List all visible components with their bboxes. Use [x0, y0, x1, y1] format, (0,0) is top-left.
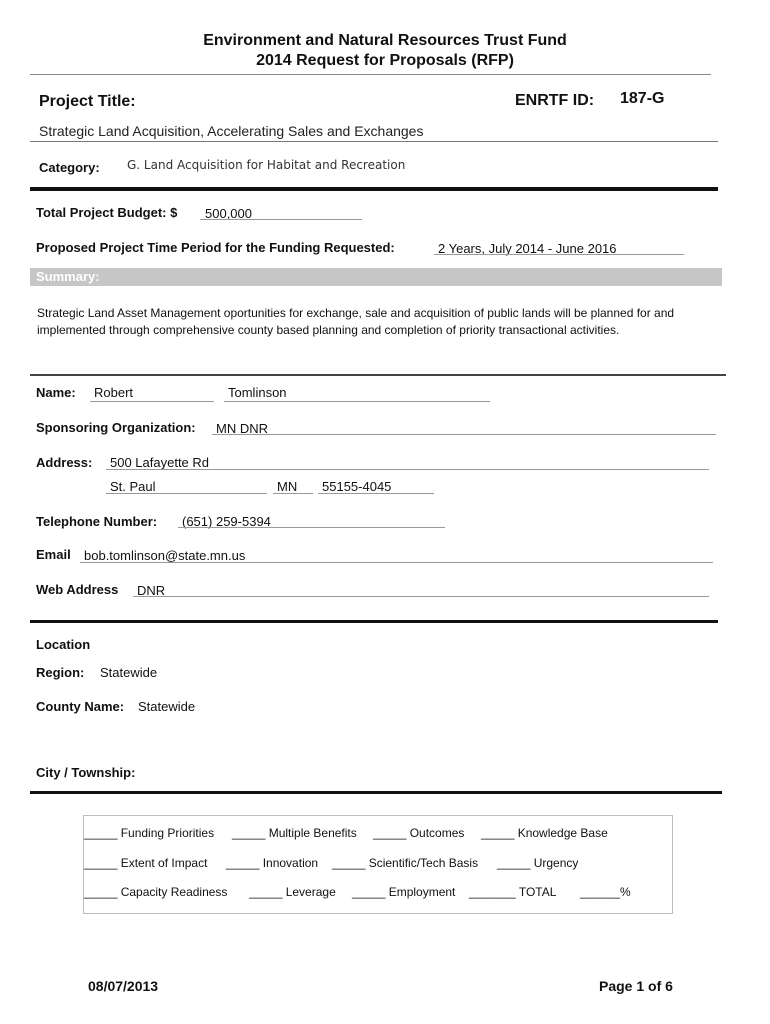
document-subtitle: 2014 Request for Proposals (RFP)	[256, 52, 514, 69]
time-period-label: Proposed Project Time Period for the Funding Requested:	[36, 240, 395, 255]
state-underline	[273, 493, 313, 494]
state-value: MN	[277, 479, 298, 494]
email-underline	[80, 562, 713, 563]
budget-label: Total Project Budget: $	[36, 205, 178, 220]
section-rule-4	[30, 791, 722, 794]
score-leverage: _____ Leverage	[249, 885, 336, 899]
city-underline	[106, 493, 267, 494]
score-capacity-readiness: _____ Capacity Readiness	[84, 885, 228, 899]
region-value: Statewide	[100, 665, 158, 680]
county-name-label: County Name:	[36, 699, 125, 714]
score-multiple-benefits: _____ Multiple Benefits	[232, 826, 357, 840]
section-rule-2	[30, 374, 726, 376]
county-name-value: Statewide	[138, 699, 196, 714]
sponsoring-org-underline	[212, 434, 716, 435]
last-name-value: Tomlinson	[228, 385, 287, 400]
section-rule-1	[30, 187, 718, 191]
score-urgency: _____ Urgency	[497, 856, 579, 870]
document-title: Environment and Natural Resources Trust Fund	[203, 32, 567, 49]
score-knowledge-base: _____ Knowledge Base	[481, 826, 608, 840]
street-underline	[106, 469, 709, 470]
score-employment: _____ Employment	[352, 885, 456, 899]
street-value: 500 Lafayette Rd	[110, 455, 210, 470]
web-address-label: Web Address	[36, 582, 119, 597]
score-scientific-tech-basis: _____ Scientific/Tech Basis	[332, 856, 479, 870]
budget-value: 500,000	[205, 206, 252, 221]
project-title-underline	[30, 141, 718, 142]
zip-value: 55155-4045	[322, 479, 392, 494]
web-address-underline	[133, 596, 709, 597]
sponsoring-org-label: Sponsoring Organization:	[36, 420, 196, 435]
score-extent-of-impact: _____ Extent of Impact	[84, 856, 208, 870]
score-innovation: _____ Innovation	[226, 856, 319, 870]
city-township-label: City / Township:	[36, 765, 136, 780]
first-name-underline	[90, 401, 214, 402]
header-divider	[30, 74, 711, 75]
summary-text: Strategic Land Asset Management oportunities for exchange, sale and acquisition of public lands will be planned for and implemented through comprehensive county based planning and completion of priority transactional activities.	[37, 306, 675, 337]
project-title-label: Project Title:	[39, 93, 136, 110]
telephone-value: (651) 259-5394	[182, 514, 271, 529]
budget-underline	[200, 219, 362, 220]
location-heading: Location	[36, 637, 91, 652]
time-period-value: 2 Years, July 2014 - June 2016	[438, 241, 617, 256]
category-label: Category:	[39, 160, 100, 175]
telephone-underline	[178, 527, 445, 528]
summary-label: Summary:	[36, 269, 100, 284]
section-rule-3	[30, 620, 718, 623]
time-period-underline	[434, 254, 684, 255]
score-funding-priorities: _____ Funding Priorities	[84, 826, 215, 840]
scoring-box	[83, 815, 673, 914]
email-label: Email	[36, 547, 71, 562]
score-outcomes: _____ Outcomes	[373, 826, 465, 840]
score-percent: ______%	[580, 885, 631, 899]
enrtf-id-value: 187-G	[620, 90, 665, 107]
footer-date: 08/07/2013	[88, 978, 159, 994]
email-value: bob.tomlinson@state.mn.us	[84, 548, 246, 563]
telephone-label: Telephone Number:	[36, 514, 158, 529]
first-name-value: Robert	[94, 385, 134, 400]
zip-underline	[318, 493, 434, 494]
enrtf-id-label: ENRTF ID:	[515, 92, 595, 109]
footer-page-number: Page 1 of 6	[599, 978, 673, 994]
category-value: G. Land Acquisition for Habitat and Recreation	[127, 158, 406, 172]
address-label: Address:	[36, 455, 93, 470]
region-label: Region:	[36, 665, 85, 680]
name-label: Name:	[36, 385, 76, 400]
web-address-value: DNR	[137, 583, 166, 598]
project-title-value: Strategic Land Acquisition, Accelerating Sales and Exchanges	[39, 123, 424, 139]
sponsoring-org-value: MN DNR	[216, 421, 268, 436]
score-total: _______ TOTAL	[469, 885, 557, 899]
last-name-underline	[224, 401, 490, 402]
city-value: St. Paul	[110, 479, 156, 494]
summary-header-bar	[30, 268, 722, 286]
